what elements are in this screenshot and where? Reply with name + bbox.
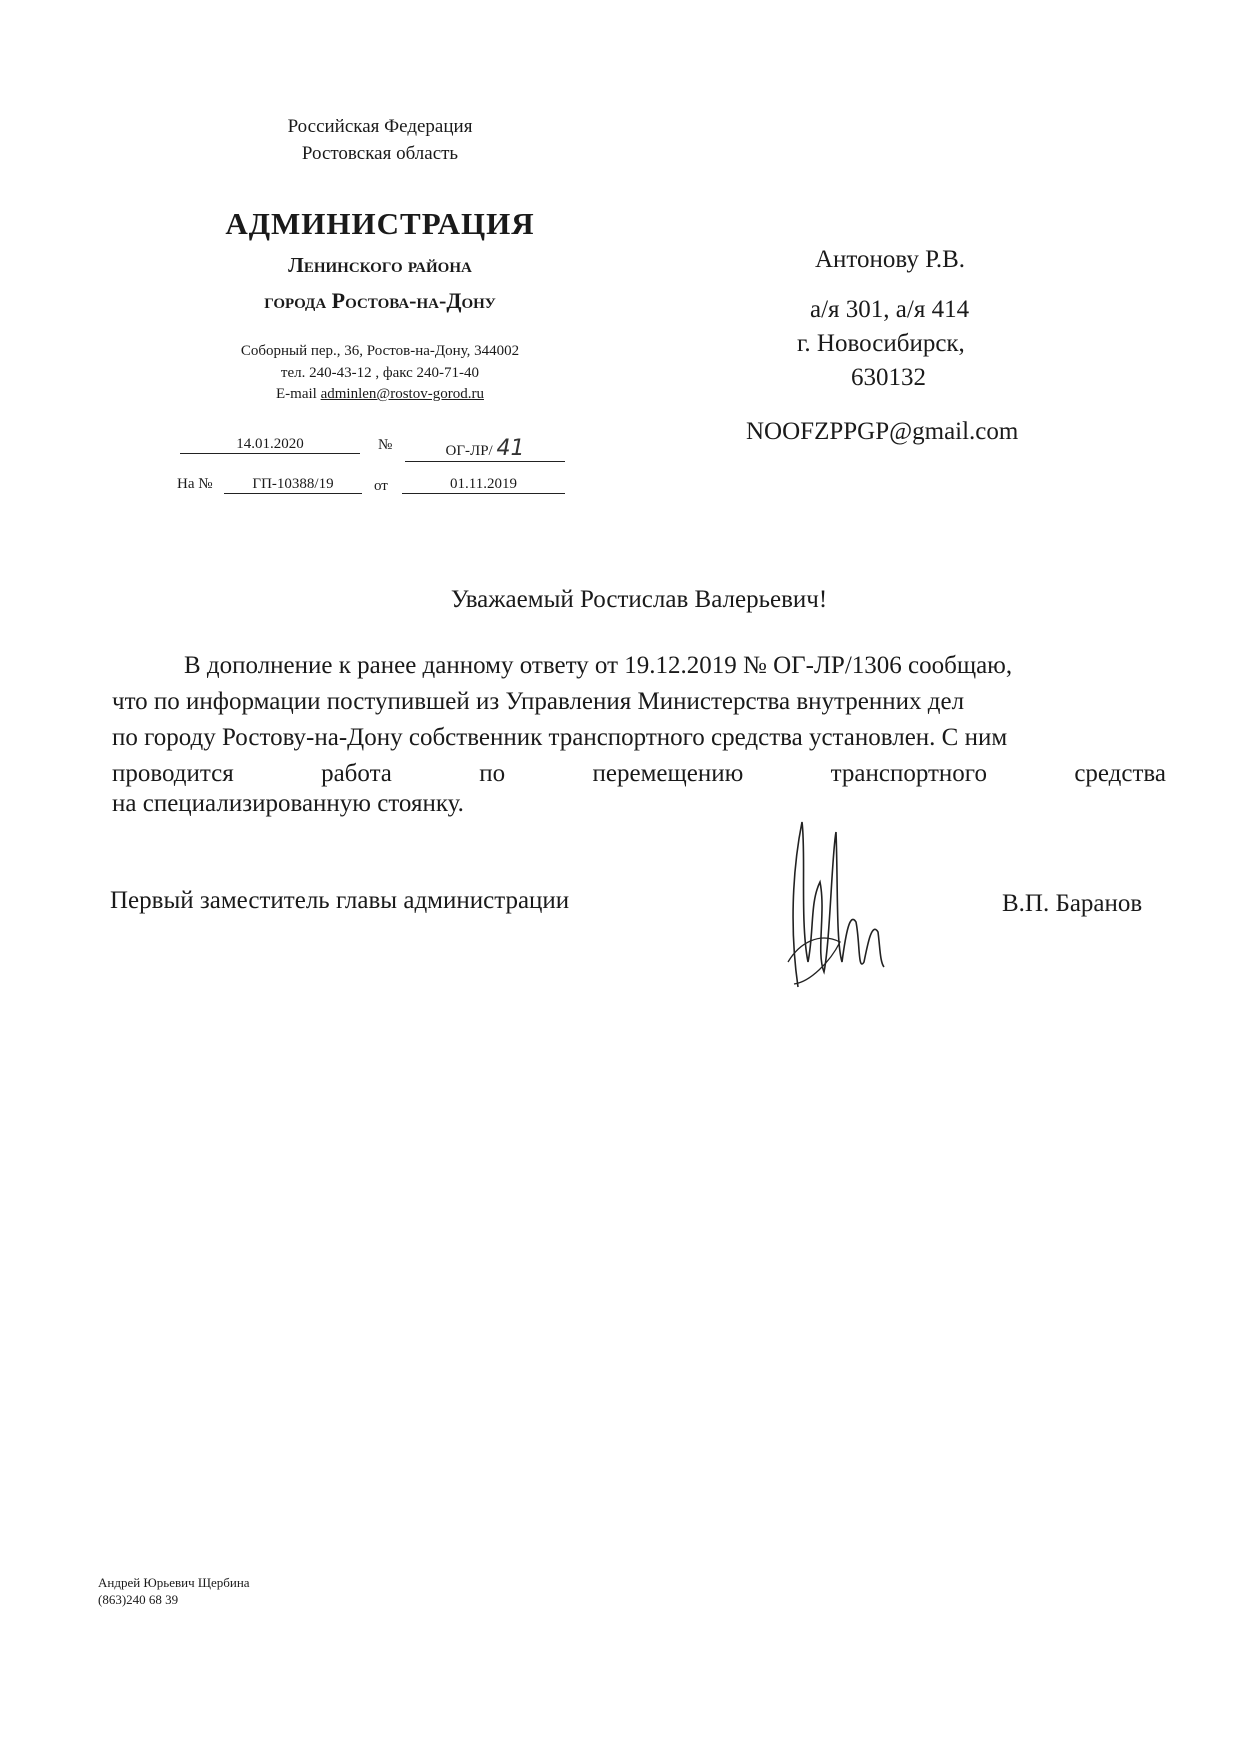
region: Ростовская область bbox=[301, 143, 459, 164]
email-link[interactable]: adminlen@rostov-gorod.ru bbox=[320, 386, 484, 402]
address: Соборный пер., 36, Ростов-на-Дону, 344002 bbox=[240, 343, 520, 359]
word: проводится bbox=[112, 760, 234, 787]
body-line-1: В дополнение к ранее данному ответу от 19.12.2019 № ОГ-ЛР/1306 сообщаю, bbox=[184, 652, 1013, 679]
signatory-name: В.П. Баранов bbox=[1002, 890, 1143, 917]
ref-date: 01.11.2019 bbox=[402, 476, 565, 494]
recipient-postcode: 630132 bbox=[851, 364, 926, 391]
word: по bbox=[479, 760, 506, 787]
email-line bbox=[160, 386, 600, 403]
signatory-position: Первый заместитель главы администрации bbox=[110, 887, 570, 914]
ref-label: На № bbox=[177, 476, 213, 492]
greeting: Уважаемый Ростислав Валерьевич! bbox=[450, 586, 828, 613]
body-line-2: что по информации поступившей из Управления Министерства внутренних дел bbox=[112, 688, 965, 715]
recipient-name: Антонову Р.В. bbox=[815, 246, 966, 273]
recipient-city: г. Новосибирск, bbox=[797, 330, 965, 357]
org-sub1: Ленинского района bbox=[288, 253, 472, 277]
reg-date: 14.01.2020 bbox=[180, 436, 360, 454]
ref-number: ГП-10388/19 bbox=[224, 476, 362, 494]
body-line-4 bbox=[112, 760, 1166, 788]
email-label: E-mail bbox=[276, 386, 317, 402]
executor-name: Андрей Юрьевич Щербина bbox=[98, 1575, 250, 1590]
ref-from-label: от bbox=[374, 478, 388, 494]
word: транспортного bbox=[830, 760, 987, 787]
org-sub2: города Ростова-на-Дону bbox=[264, 288, 496, 313]
phone: тел. 240-43-12 , факс 240-71-40 bbox=[280, 365, 480, 381]
org-title: АДМИНИСТРАЦИЯ bbox=[225, 206, 535, 241]
word: работа bbox=[321, 760, 392, 787]
word: средства bbox=[1074, 760, 1166, 787]
recipient-email: NOOFZPPGP@gmail.com bbox=[746, 418, 1019, 445]
reg-number-label: № bbox=[378, 437, 393, 453]
body-line-3: по городу Ростову-на-Дону собственник транспортного средства установлен. С ним bbox=[112, 724, 1008, 751]
handwritten-signature bbox=[780, 812, 900, 997]
reg-number-prefix: ОГ-ЛР/ bbox=[445, 443, 493, 459]
reg-number-handwritten: 41 bbox=[496, 436, 525, 461]
body-line-5: на специализированную стоянку. bbox=[112, 790, 464, 817]
executor-phone: (863)240 68 39 bbox=[98, 1592, 179, 1607]
word: перемещению bbox=[592, 760, 744, 787]
country: Российская Федерация bbox=[287, 116, 473, 137]
recipient-po-box: а/я 301, а/я 414 bbox=[810, 296, 970, 323]
